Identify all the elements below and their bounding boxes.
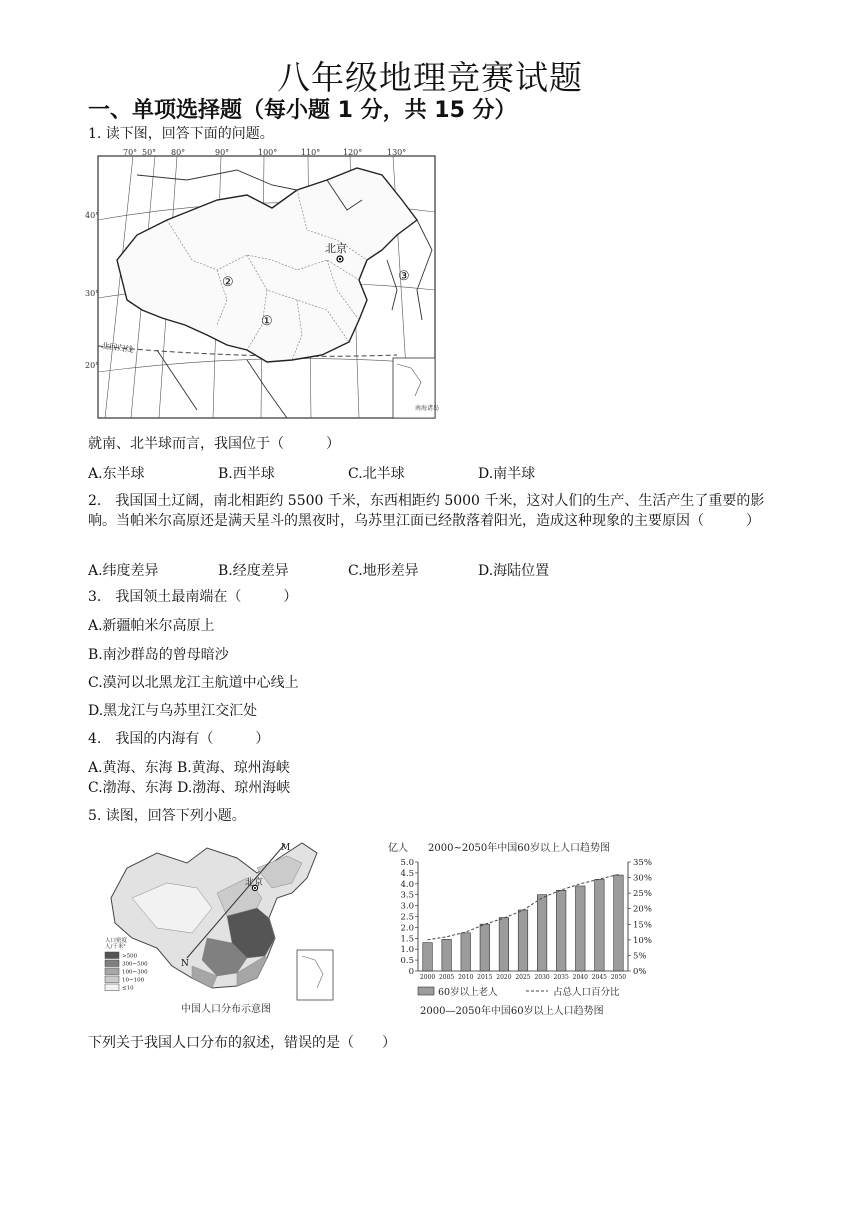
lat-label: 20°: [85, 361, 100, 370]
q1-stem: 1. 读下图，回答下面的问题。: [88, 126, 274, 142]
pop-map-caption: 中国人口分布示意图: [181, 1004, 271, 1015]
y2-tick-label: 25%: [633, 889, 652, 900]
legend-title: 人口密度: [105, 938, 128, 944]
q1-options: [88, 463, 608, 483]
legend-unit: 人/千米²: [105, 944, 126, 950]
bar: [595, 879, 605, 971]
marker-2: ②: [222, 275, 234, 290]
option-a[interactable]: A.新疆帕米尔高原上: [88, 618, 215, 634]
legend-swatch: [105, 960, 119, 967]
population-legend: [105, 952, 148, 992]
y-tick-label: 3.5: [400, 890, 414, 901]
lon-label: 70°: [123, 148, 138, 157]
y-tick-label: 4.0: [400, 879, 414, 890]
bar: [499, 918, 509, 971]
y-tick-label: 3.0: [400, 901, 414, 912]
option-b[interactable]: B.南沙群岛的曾母暗沙: [88, 647, 229, 663]
y2-tick-label: 35%: [633, 858, 652, 868]
bar: [518, 910, 528, 971]
bar: [480, 924, 490, 971]
legend-bar-label: 60岁以上老人: [438, 987, 498, 998]
q5-stem: 5. 读图，回答下列小题。: [88, 808, 246, 824]
bar: [461, 933, 471, 971]
y2-tick-label: 0%: [633, 967, 647, 977]
china-location-map: [85, 148, 440, 420]
y-tick-label: 5.0: [400, 858, 414, 868]
option-d[interactable]: D.黑龙江与乌苏里江交汇处: [88, 703, 258, 719]
option-b[interactable]: B.西半球: [218, 466, 275, 482]
marker-3: ③: [398, 269, 410, 284]
beijing-label: 北京: [325, 242, 347, 255]
y-tick-label: 4.5: [400, 868, 414, 879]
y2-tick-label: 20%: [633, 904, 652, 915]
option-d[interactable]: D.海陆位置: [478, 563, 550, 579]
y-tick-label: 0: [408, 967, 414, 977]
x-tick-label: 2005: [438, 974, 455, 981]
legend-label: 100~300: [122, 969, 148, 976]
legend-label: 300~500: [122, 961, 148, 968]
q4-options-row2[interactable]: C.渤海、东海 D.渤海、琼州海峡: [88, 780, 291, 796]
bar: [556, 890, 566, 971]
x-tick-label: 2035: [553, 974, 569, 981]
bar: [614, 875, 624, 971]
lon-label: 100°: [258, 148, 278, 157]
y2-tick-label: 15%: [633, 920, 652, 931]
x-tick-label: 2030: [534, 974, 550, 981]
chart-title: 2000~2050年中国60岁以上人口趋势图: [428, 843, 611, 854]
tropic-label: 北回归线: [100, 341, 134, 355]
lon-label: 50°: [142, 148, 157, 157]
chart-bars: [423, 875, 623, 971]
legend-label: 10~100: [122, 977, 145, 984]
page-title: 八年级地理竞赛试题: [277, 58, 583, 97]
label-n: N: [181, 959, 189, 969]
lon-label: 110°: [301, 148, 321, 157]
q4-stem: 4. 我国的内海有（ ）: [88, 731, 270, 747]
section-heading: 一、单项选择题（每小题 1 分，共 15 分）: [88, 98, 517, 123]
beijing-label: 北京: [245, 878, 264, 888]
option-a[interactable]: A.纬度差异: [88, 563, 159, 579]
x-tick-label: 2015: [477, 974, 493, 981]
label-m: M: [281, 843, 291, 853]
population-map: [97, 838, 342, 1020]
x-tick-label: 2025: [515, 974, 531, 981]
bar: [423, 943, 433, 971]
q4-options-row1[interactable]: A.黄海、东海 B.黄海、琼州海峡: [88, 760, 290, 776]
y-tick-label: 1.5: [400, 934, 414, 945]
lon-label: 120°: [343, 148, 363, 157]
y-tick-label: 0.5: [400, 956, 414, 967]
legend-label: >500: [122, 953, 138, 960]
legend-line-label: 占总人口百分比: [553, 987, 620, 998]
legend-swatch: [105, 976, 119, 983]
option-a[interactable]: A.东半球: [88, 466, 145, 482]
chart-ylabel: 亿人: [388, 843, 408, 854]
option-c[interactable]: C.北半球: [348, 466, 405, 482]
bar: [442, 939, 452, 971]
q2-stem: 2. 我国国土辽阔，南北相距约 5500 千米，东西相距约 5000 千米，这对人们的生产、生活产生了重要的影响。当帕米尔高原还是满天星斗的黑夜时，乌苏里江面已经散落着阳光，造成这种现象的主要原因（ ）: [88, 493, 765, 529]
x-tick-label: 2040: [572, 974, 588, 981]
x-tick-label: 2000: [419, 974, 436, 981]
lon-label: 90°: [215, 148, 230, 157]
bar: [537, 895, 547, 971]
option-c[interactable]: C.漠河以北黑龙江主航道中心线上: [88, 675, 299, 691]
chart-xticks: [420, 974, 626, 981]
option-d[interactable]: D.南半球: [478, 466, 536, 482]
option-c[interactable]: C.地形差异: [348, 563, 419, 579]
q3-stem: 3. 我国领土最南端在（ ）: [88, 589, 298, 605]
bar: [576, 886, 586, 971]
y-tick-label: 2.0: [400, 923, 414, 934]
q5-question: 下列关于我国人口分布的叙述，错误的是（ ）: [88, 1035, 396, 1051]
legend-swatch: [105, 984, 119, 991]
q1-question: 就南、北半球而言，我国位于（ ）: [88, 436, 340, 452]
legend-bar-swatch: [418, 987, 434, 995]
legend-swatch: [105, 952, 119, 959]
lon-label: 130°: [387, 148, 407, 157]
x-tick-label: 2020: [496, 974, 512, 981]
inset-label: 南海诸岛: [415, 405, 440, 412]
lat-label: 40°: [85, 211, 100, 220]
x-tick-label: 2010: [458, 974, 474, 981]
option-b[interactable]: B.经度差异: [218, 563, 289, 579]
lon-label: 80°: [171, 148, 186, 157]
marker-1: ①: [261, 314, 273, 329]
y2-tick-label: 5%: [633, 951, 647, 962]
q2-options: [88, 560, 608, 580]
lat-label: 30°: [85, 289, 100, 298]
y-tick-label: 2.5: [400, 912, 414, 923]
y-tick-label: 1.0: [400, 945, 414, 956]
y2-tick-label: 30%: [633, 873, 652, 884]
legend-swatch: [105, 968, 119, 975]
chart-caption: 2000—2050年中国60岁以上人口趋势图: [420, 1006, 604, 1017]
x-tick-label: 2050: [610, 974, 627, 981]
legend-label: ≤10: [122, 985, 134, 992]
y2-tick-label: 10%: [633, 935, 652, 946]
x-tick-label: 2045: [591, 974, 608, 981]
aging-population-chart: [388, 838, 662, 1020]
